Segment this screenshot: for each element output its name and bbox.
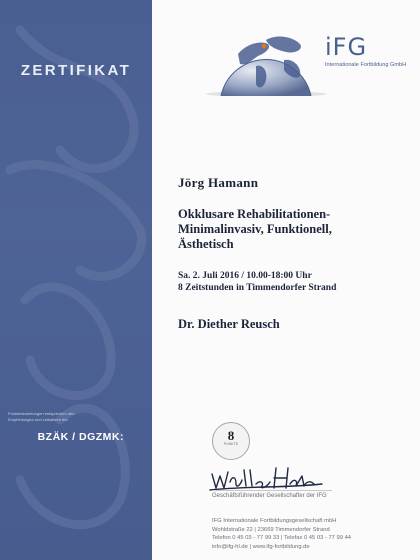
seminar-title-line2: Minimalinvasiv, Funktionell,: [178, 222, 332, 236]
address-line3: Telefon 0 45 03 - 77 99 33 | Telefax 0 45 03 - 77 99 44: [212, 535, 352, 541]
referent-name: Dr. Diether Reusch: [178, 317, 280, 331]
stamp-caption: PUNKTE: [223, 442, 239, 446]
company-address: [212, 517, 412, 551]
address-line2: Wohldstraße 22 | 23669 Timmendorfer Strand: [212, 526, 330, 533]
seminar-date: [178, 271, 408, 294]
participant-name: Jörg Hamann: [178, 175, 259, 190]
seminar-title: [178, 207, 408, 252]
script-watermark: [0, 0, 152, 560]
logo-text: iFG: [325, 33, 368, 61]
logo-tagline: Internationale Fortbildung GmbH: [325, 62, 407, 68]
seminar-title-line1: Okklusare Rehabilitationen-: [178, 207, 331, 221]
fine-print-line2: Empfehlungen und Leitsätzen der: [8, 417, 68, 422]
fine-print-line1: Punktebewertungen entsprechen den: [8, 411, 75, 416]
date-line2: 8 Zeitstunden in Timmendorfer Strand: [178, 282, 337, 293]
ifg-logo: [325, 34, 417, 68]
certificate-heading: ZERTIFIKAT: [20, 62, 132, 79]
points-stamp: [212, 422, 250, 460]
address-line1: IFG Internationale Fortbildungsgesellschaft mbH: [212, 518, 337, 524]
side-band: [0, 0, 152, 560]
seminar-title-line3: Ästhetisch: [178, 237, 234, 251]
points-value: 8: [227, 428, 235, 443]
signature-line: [212, 490, 332, 491]
date-line1: Sa. 2. Juli 2016 / 10.00-18:00 Uhr: [178, 271, 312, 281]
globe-icon: [206, 14, 326, 96]
address-line4: info@ifg-hl.de | www.ifg-fortbildung.de: [212, 543, 310, 550]
signature-caption: Geschäftsführender Gesellschafter der IFG: [212, 493, 327, 499]
bzaek-label: BZÄK / DGZMK:: [37, 431, 124, 443]
